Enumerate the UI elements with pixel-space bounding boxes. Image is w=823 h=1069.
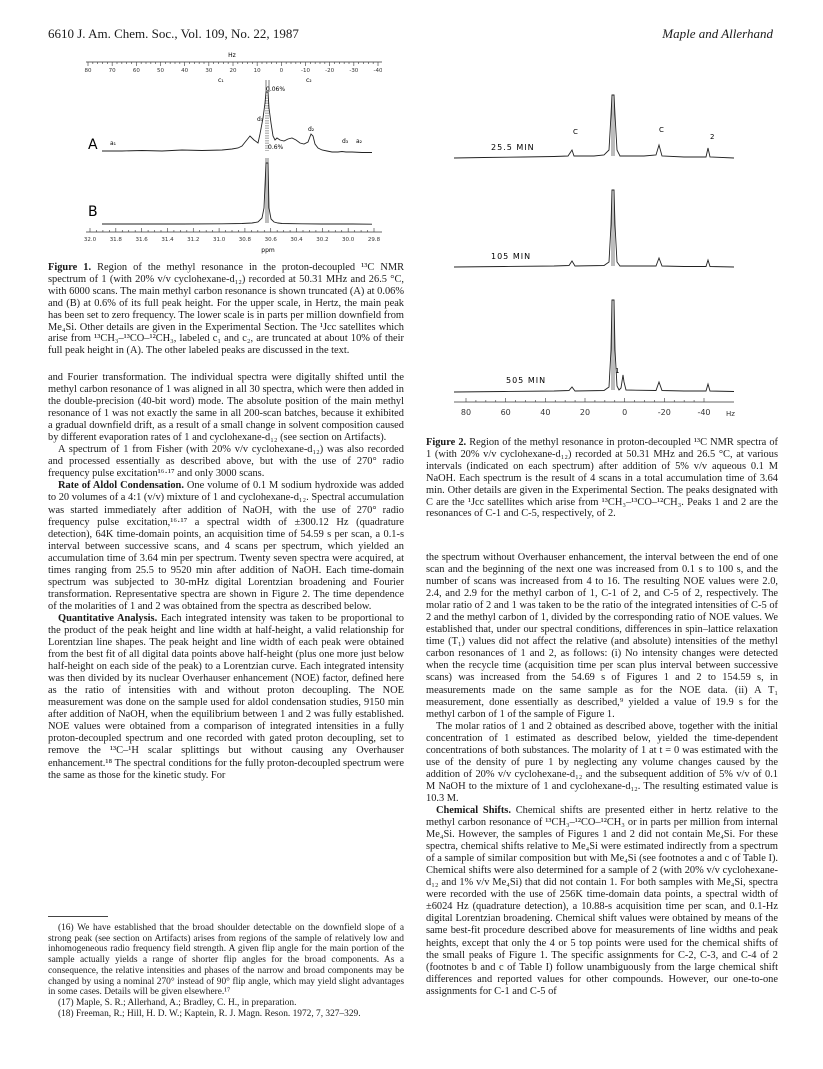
left-paragraph-2: A spectrum of 1 from Fisher (with 20% v/v cyclohexane-d₁₂) was also recorded and processed essentially as described above, but with the use of 270° radio frequency pulse excitation¹⁶·¹⁷ and only 3000 scans. xyxy=(48,444,404,480)
footnote-16: (16) We have established that the broad shoulder detectable on the downfield slope of a strong peak (see section on Artifacts) arises from regions of the sample of relatively low and inhomogeneous radio frequency field strength. A given flip angle for the main portion of the sample actually yields a range of shorter flip angles for the broad components. As a consequence, the relative intensities and phases of the narrow and broad components may be changed by using a nominal 270° instead of 90° flip angle, which may yield slight advantages in some cases. Details will be given elsewhere.¹⁷ xyxy=(48,923,404,998)
fig1-peak-d2: d₂ xyxy=(308,126,315,133)
fig1-ppm-tick-label: 30.6 xyxy=(264,237,277,243)
fig2-tick-label: 20 xyxy=(579,408,591,417)
fig1-hz-tick-label: 30 xyxy=(205,68,213,74)
fig2-label-mid: 105 MIN xyxy=(491,252,532,261)
fig2-peak-c-right: C xyxy=(659,126,664,134)
fig2-trace-bot xyxy=(454,300,734,392)
fig1-hz-tick-label: 20 xyxy=(229,68,237,74)
fig1-hz-tick-label: 70 xyxy=(108,68,116,74)
left-paragraph-4-text: Each integrated intensity was taken to be proportional to the product of the peak height and line width at half-height, a valid relationship for Lorentzian line shapes. The peak height and line width of each peak were obtained from the best fit of all digital data points above half-height (plus one more just below half-height on each side of the peak) to a Lorentzian curve. Each integrated intensity was then divided by its nuclear Overhauser enhancement (NOE) factor, defined here as the ratio of intensities with and without proton decoupling. The NOE measurement was done on the sample used for aldol condensation studies, 9150 min after addition of NaOH, when the equilibrium between 1 and 2 was fully established. NOE values were obtained from a comparison of integrated intensities in a fully proton-decoupled spectrum and one recorded with gated proton decoupling, set to remove the ¹³C–¹H scalar splittings but without causing any Overhauser enhancement.¹⁸ The spectral conditions for the fully proton-decoupled spectrum were the same as those for the kinetic study. For xyxy=(48,612,404,781)
fig1-ppm-tick-label: 31.6 xyxy=(135,237,148,243)
fig1-peak-c1: c₁ xyxy=(218,77,224,84)
figure-1-caption-text: Region of the methyl resonance in the proton-decoupled ¹³C NMR spectrum of 1 (with 20% v/v cyclohexane-d₁₂) recorded at 50.31 MHz and 26.5 °C, with 6000 scans. The main methyl carbon resonance is shown truncated (A) at 0.06% and (B) at 0.6% of its full peak height. For the upper scale, in Hertz, the main peak has been set to zero frequency. The lower scale is in parts per million downfield from Me₄Si. Other details are given in the Experimental Section. The ¹Jcc satellites which arise from ¹³CH₃–¹³CO–¹²CH₃, labeled c₁ and c₂, are truncated at about 10% of their full peak height in (A). The other labeled peaks are discussed in the text. xyxy=(48,262,405,357)
fig1-trace-a xyxy=(102,92,372,153)
fig2-axis-ticks xyxy=(466,398,704,402)
fig1-pct-top: 0.06% xyxy=(266,86,286,93)
figure-1-caption-label: Figure 1. xyxy=(48,262,92,273)
fig1-label-b: B xyxy=(88,204,98,220)
fig1-hz-tick-label: 0 xyxy=(279,68,284,74)
fig1-ppm-tick-label: 31.0 xyxy=(212,237,226,243)
fig1-peak-d1: d₁ xyxy=(257,116,264,123)
fig2-axis-unit: Hz xyxy=(726,410,735,418)
left-paragraph-4 xyxy=(48,613,404,782)
fig2-peak-1: 1 xyxy=(615,367,620,375)
fig2-label-bot: 505 MIN xyxy=(506,376,547,385)
fig2-tick-label: 0 xyxy=(622,408,628,417)
fig1-ppm-tick-label: 29.8 xyxy=(367,237,381,243)
left-column-body xyxy=(48,372,404,782)
fig2-axis-tick-labels xyxy=(461,408,711,417)
footnote-17: (17) Maple, S. R.; Allerhand, A.; Bradley, C. H., in preparation. xyxy=(58,997,297,1008)
fig1-ppm-tick-label: 30.8 xyxy=(238,237,252,243)
figure-1-spectrum xyxy=(82,48,382,258)
fig1-ppm-tick-label: 31.4 xyxy=(161,237,174,243)
fig1-peak-c2: c₂ xyxy=(306,77,312,84)
fig2-tick-label: 80 xyxy=(460,408,472,417)
fig1-peak-a1: a₁ xyxy=(110,140,117,147)
fig1-hz-tick-label: 10 xyxy=(253,68,261,74)
footnote-18: (18) Freeman, R.; Hill, H. D. W.; Kaptein, R. J. Magn. Reson. 1972, 7, 327–329. xyxy=(58,1008,361,1019)
fig1-hz-tick-label: 50 xyxy=(157,68,164,74)
left-paragraph-1: and Fourier transformation. The individual spectra were digitally shifted until the methyl carbon resonance of 1 was aligned in all 30 spectra, which were then added in the double-precision (40-bit word) mode. The absolute position of the main methyl resonance of 1 was not exactly the same in all 200-scan batches, because it exhibited a gradual downfield drift, as a result of a small change in solvent composition caused by different evaporation rates of 1 and cyclohexane-d₁₂ (see section on Artifacts). xyxy=(48,372,404,444)
fig1-ppm-ticks xyxy=(90,228,374,232)
footnote-rule xyxy=(48,916,108,917)
running-header-left: 6610 J. Am. Chem. Soc., Vol. 109, No. 22, 1987 xyxy=(48,26,299,41)
left-paragraph-3 xyxy=(48,480,404,613)
figure-2-caption-text: Region of the methyl resonance in proton-decoupled ¹³C NMR spectra of 1 (with 20% v/v cyclohexane-d₁₂) recorded at 50.31 MHz and 26.5 °C, at various intervals (indicated on each spectrum) after addition of 5% v/v aqueous 0.1 M NaOH. Each spectrum is the result of 4 scans in a total accumulation time of 3.64 min. Other details are given in the Experimental Section. The peaks designated with C are the ¹Jcc satellites which arise from ¹³CH₃–¹³CO–¹²CH₃. Peaks 1 and 2 are the resonances of C-1 and C-5, respectively, of 2. xyxy=(426,437,778,520)
fig2-peak-c-left: C xyxy=(573,128,578,136)
right-paragraph-3-text: Chemical shifts are presented either in hertz relative to the methyl carbon resonance of ¹³CH₃–¹²CO–¹²CH₃ or in parts per million from internal Me₄Si. However, the samples of Figures 1 and 2 did not contain Me₄Si. For these spectra, chemical shifts relative to Me₄Si were estimated indirectly from a spectrum of a sample of similar composition but with Me₄Si (see footnotes a and c of Table I). Chemical shifts were also determined for a sample of 2 (with 20% v/v cyclohexane-d₁₂ and 1% v/v Me₄Si) that did not contain 1. For both samples with Me₄Si, spectra were recorded with the use of 256K time-domain data points, a spectral width of ±6024 Hz (quadrature detection), a 10.88-s acquisition time per scan, and 0.1-Hz digital Lorentzian broadening. Chemical shift values were obtained by means of the same best-fit procedure described above for measurements of line widths and peak heights, except that only the 4 or 5 top points were used for the chemical shifts of the small peaks of Figure 1. The specific assignments for C-2, C-3, and C-4 of 2 (footnotes b and c of Table I) follow unambiguously from the large chemical shift differences and reported values for other compounds. However, our one-to-one assignments for C-1 and C-5 of xyxy=(426,804,778,997)
fig1-hz-tick-labels xyxy=(85,68,383,74)
fig1-ppm-label: ppm xyxy=(261,247,275,254)
fig2-tick-label: 40 xyxy=(540,408,551,417)
right-column-body xyxy=(426,552,778,998)
fig1-hz-tick-label: -30 xyxy=(349,68,359,74)
figure-2-caption xyxy=(426,437,778,520)
footnotes xyxy=(48,923,404,1019)
fig1-hz-tick-label: -10 xyxy=(301,68,310,74)
fig1-ppm-tick-label: 30.2 xyxy=(316,237,329,243)
fig2-label-top: 25.5 MIN xyxy=(491,143,535,152)
figure-2-caption-label: Figure 2. xyxy=(426,437,467,448)
fig1-hz-tick-label: -20 xyxy=(325,68,335,74)
fig1-ppm-tick-label: 30.0 xyxy=(342,237,355,243)
figure-1-caption xyxy=(48,262,404,357)
fig1-peak-d3: d₃ xyxy=(342,138,349,145)
fig2-tick-label: 60 xyxy=(500,408,511,417)
left-paragraph-3-text: One volume of 0.1 M sodium hydroxide was added to 20 volumes of a 4:1 (v/v) mixture of 1 and cyclohexane-d₁₂. Spectral accumulation was started immediately after addition of NaOH, with the use of 270° radio frequency pulse excitation,¹⁶·¹⁷ a spectral width of ±300.12 Hz (quadrature detection), 64K time-domain points, an acquisition time of 54.59 s per scan, a 0.1-s interval between successive scans, and 4 scans per spectrum, which yielded an accumulation time of 3.64 min per spectrum. Twenty seven spectra were acquired, at times ranging from 25.5 to 9520 min after addition of NaOH. Each time-domain spectrum was subjected to 30-mHz digital Lorentzian broadening and Fourier transformation. Representative spectra are shown in Figure 2. The time dependence of the molarities of 1 and 2 was obtained from the spectra as described below. xyxy=(48,480,404,612)
section-head-aldol: Rate of Aldol Condensation. xyxy=(58,480,184,492)
fig2-peak-2: 2 xyxy=(710,133,715,141)
fig1-hz-tick-label: 40 xyxy=(181,68,189,74)
section-head-quantitative: Quantitative Analysis. xyxy=(58,612,158,624)
fig2-tick-label: -40 xyxy=(697,408,711,417)
right-paragraph-3 xyxy=(426,805,778,998)
fig1-ppm-tick-label: 30.4 xyxy=(290,237,303,243)
fig2-tick-label: -20 xyxy=(657,408,671,417)
fig1-hz-tick-label: -40 xyxy=(373,68,382,74)
running-header-right: Maple and Allerhand xyxy=(662,26,773,41)
fig1-pct-mid: 0.6% xyxy=(268,144,284,151)
fig1-hz-ticks xyxy=(88,62,378,66)
fig1-peak-a2: a₂ xyxy=(356,138,363,145)
figure-2-spectra xyxy=(444,90,744,432)
fig1-label-a: A xyxy=(88,137,98,153)
fig1-hz-tick-label: 60 xyxy=(132,68,140,74)
right-paragraph-1: the spectrum without Overhauser enhancement, the interval between the end of one scan and the beginning of the next one was increased from 0.1 s to 100 s, and the number of scans was increased from 4 to 16. The resulting NOE values were 2.0, 2.4, and 2.9 for the methyl carbon of 1, C-1 of 2, and C-5 of 2, respectively. The molar ratio of 2 and 1 was taken to be the ratio of the integrated intensities of C-5 of 2 and the methyl carbon of 1, divided by the corresponding ratio of NOE values. We established that, under our spectral conditions, differences in spin–lattice relaxation time (T₁) values did not affect the relative (and absolute) intensities of the methyl carbon resonances of 1 and 2, as follows: (i) No intensity changes were detected when the recycle time (acquisition time per scan plus interval between successive scans) was increased from the 54.69 s of Figures 1 and 2 to 154.59 s, in measurements made on the same sample as for the NOE data. (ii) A T₁ measurement, done essentially as described,⁹ yielded a value of 19.9 s for the methyl carbon of 1 of the sample of Figure 1. xyxy=(426,552,778,720)
fig1-ppm-tick-label: 31.2 xyxy=(187,237,200,243)
fig1-trace-b xyxy=(102,163,372,224)
fig1-ppm-tick-label: 32.0 xyxy=(83,237,97,243)
right-paragraph-2: The molar ratios of 1 and 2 obtained as described above, together with the initial concentration of 1 estimated as described below, yielded the time-dependent concentrations of both substances. The molarity of 1 at t = 0 was estimated with the use of the density of pure 1 by neglecting any volume changes caused by the addition of 20% v/v cyclohexane-d₁₂ and the subsequent addition of 5% v/v of 0.1 M NaOH to the mixture of 1 and cyclohexane-d₁₂. The resulting estimated value is 10.3 M. xyxy=(426,720,778,804)
fig1-hz-tick-label: 80 xyxy=(84,68,92,74)
fig1-ppm-tick-label: 31.8 xyxy=(109,237,122,243)
fig1-ppm-tick-labels xyxy=(84,237,381,243)
fig1-hz-label: Hz xyxy=(228,52,236,59)
section-head-chemical-shifts: Chemical Shifts. xyxy=(436,804,511,816)
